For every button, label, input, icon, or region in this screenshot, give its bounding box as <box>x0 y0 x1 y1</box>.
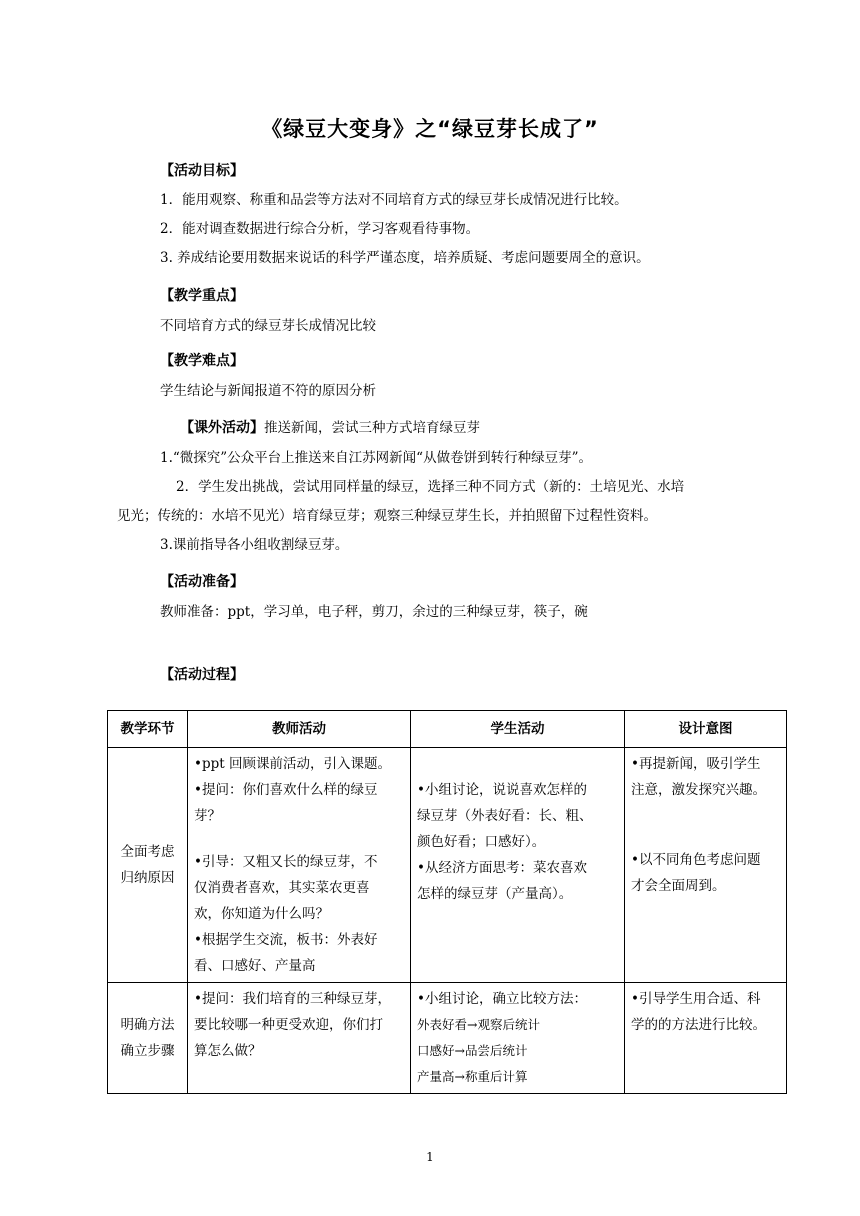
table-header-row <box>108 711 787 748</box>
intent-cell <box>625 983 787 1094</box>
student-line: 颜色好看；口感好）。 <box>417 834 546 850</box>
stage-label: 确立步骤 <box>120 1043 175 1059</box>
extracurricular-heading: 【课外活动】 <box>180 420 264 436</box>
preparation-text: 教师准备：ppt，学习单，电子秤，剪刀，余过的三种绿豆芽，筷子，碗 <box>160 604 588 620</box>
student-line: 绿豆芽（外表好看：长、粗、 <box>417 808 593 824</box>
header-intent: 设计意图 <box>625 711 787 748</box>
document-title: 《绿豆大变身》之“绿豆芽长成了” <box>261 117 599 141</box>
student-line: 怎样的绿豆芽（产量高）。 <box>417 886 573 902</box>
stage-label: 明确方法 <box>120 1017 175 1033</box>
teacher-line: 欢，你知道为什么吗？ <box>194 906 329 922</box>
teacher-line: 算怎么做？ <box>194 1043 262 1059</box>
teacher-cell <box>188 983 411 1094</box>
student-line: •从经济方面思考：菜农喜欢 <box>417 860 587 876</box>
teacher-line: 要比较哪一种更受欢迎，你们打 <box>194 1017 383 1033</box>
table-row <box>108 748 787 983</box>
intent-line: •以不同角色考虑问题 <box>631 852 761 868</box>
stage-label: 归纳原因 <box>120 870 175 886</box>
teacher-line: •ppt 回顾课前活动，引入课题。 <box>194 756 391 772</box>
lesson-table <box>107 710 787 1094</box>
intent-cell <box>625 748 787 983</box>
table-row <box>108 983 787 1094</box>
student-line: 外表好看→观察后统计 <box>417 1017 540 1032</box>
page-number: 1 <box>426 1150 434 1164</box>
intent-line: •引导学生用合适、科 <box>631 991 761 1007</box>
teacher-line: •引导：又粗又长的绿豆芽，不 <box>194 854 378 870</box>
student-line: •小组讨论，确立比较方法： <box>417 991 587 1007</box>
teacher-line: •提问：你们喜欢什么样的绿豆 <box>194 782 378 798</box>
student-line: 口感好→品尝后统计 <box>417 1043 528 1058</box>
header-student: 学生活动 <box>411 711 625 748</box>
difficulty-heading: 【教学难点】 <box>160 353 244 369</box>
stage-cell <box>108 983 188 1094</box>
stage-cell <box>108 748 188 983</box>
teacher-line: •提问：我们培育的三种绿豆芽， <box>194 991 391 1007</box>
teacher-line: •根据学生交流，板书：外表好 <box>194 932 378 948</box>
preparation-heading: 【活动准备】 <box>160 574 244 590</box>
header-stage: 教学环节 <box>108 711 188 748</box>
teacher-cell <box>188 748 411 983</box>
extracurricular-item: 3.课前指导各小组收割绿豆芽。 <box>160 537 349 553</box>
process-heading: 【活动过程】 <box>160 667 244 683</box>
stage-label: 全面考虑 <box>120 844 175 860</box>
key-point-heading: 【教学重点】 <box>160 288 244 304</box>
extracurricular-item: 2．学生发出挑战，尝试用同样量的绿豆，选择三种不同方式（新的：土培见光、水培 <box>176 479 685 495</box>
objectives-heading: 【活动目标】 <box>160 163 244 179</box>
objective-item: 3. 养成结论要用数据来说话的科学严谨态度，培养质疑、考虑问题要周全的意识。 <box>160 250 650 266</box>
extracurricular-item: 见光；传统的：水培不见光）培育绿豆芽；观察三种绿豆芽生长，并拍照留下过程性资料。 <box>117 508 657 524</box>
intent-line: 才会全面周到。 <box>631 878 726 894</box>
intent-line: 学的的方法进行比较。 <box>631 1017 766 1033</box>
student-line: •小组讨论，说说喜欢怎样的 <box>417 782 587 798</box>
difficulty-text: 学生结论与新闻报道不符的原因分析 <box>160 383 376 399</box>
objective-item: 2．能对调查数据进行综合分析，学习客观看待事物。 <box>160 221 480 237</box>
student-line: 产量高→称重后计算 <box>417 1069 528 1084</box>
objective-item: 1．能用观察、称重和品尝等方法对不同培育方式的绿豆芽长成情况进行比较。 <box>160 192 628 208</box>
extracurricular-heading-suffix: 推送新闻，尝试三种方式培育绿豆芽 <box>264 420 480 436</box>
teacher-line: 看、口感好、产量高 <box>194 958 316 974</box>
teacher-line: 仅消费者喜欢，其实菜农更喜 <box>194 880 370 896</box>
teacher-line: 芽？ <box>194 808 221 824</box>
extracurricular-heading-line <box>180 416 480 437</box>
student-cell <box>411 983 625 1094</box>
student-cell <box>411 748 625 983</box>
header-teacher: 教师活动 <box>188 711 411 748</box>
intent-line: 注意，激发探究兴趣。 <box>631 782 766 798</box>
extracurricular-item: 1.“微探究”公众平台上推送来自江苏网新闻“从做卷饼到转行种绿豆芽”。 <box>160 450 592 466</box>
intent-line: •再提新闻，吸引学生 <box>631 756 761 772</box>
key-point-text: 不同培育方式的绿豆芽长成情况比较 <box>160 318 376 334</box>
